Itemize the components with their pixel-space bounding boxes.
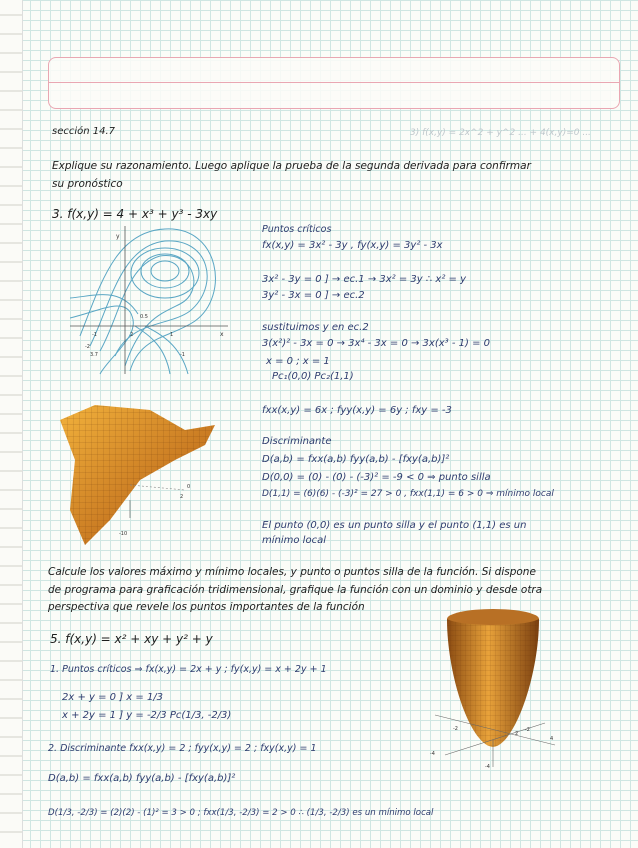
section-label: sección 14.7 bbox=[52, 126, 116, 137]
problem5-title: 5. f(x,y) = x² + xy + y² + y bbox=[50, 632, 213, 646]
p5-line: 2. Discriminante fxx(x,y) = 2 ; fyy(x,y) = 2 ; fxy(x,y) = 1 bbox=[48, 743, 317, 754]
tick-label: -2 bbox=[453, 726, 458, 732]
p3-line: 3y² - 3x = 0 ] → ec.2 bbox=[262, 290, 365, 301]
tick-label: -4 bbox=[485, 764, 490, 770]
spiral-binding bbox=[0, 0, 23, 848]
p3-line: 3x² - 3y = 0 ] → ec.1 → 3x² = 3y ∴ x² = y bbox=[262, 274, 466, 285]
paraboloid-plot bbox=[425, 605, 575, 770]
tick-label: 2 bbox=[180, 494, 184, 500]
axis bbox=[130, 485, 185, 490]
tick-label: 0 bbox=[187, 484, 191, 490]
tick-label: -1 bbox=[180, 352, 185, 358]
saddle-mesh bbox=[60, 405, 215, 545]
p3-line: D(a,b) = fxx(a,b) fyy(a,b) - [fxy(a,b)]² bbox=[262, 454, 450, 465]
p3-line: fxx(x,y) = 6x ; fyy(x,y) = 6y ; fxy = -3 bbox=[262, 405, 452, 416]
contour-plot bbox=[70, 226, 230, 376]
saddle-surface-plot bbox=[55, 400, 225, 550]
instruction-line-1: Explique su razonamiento. Luego aplique la prueba de la segunda derivada para confirmar bbox=[52, 160, 531, 172]
instruction3-line: Calcule los valores máximo y mínimo locales, y punto o puntos silla de la función. Si dispone bbox=[48, 566, 536, 578]
instruction-line-2: su pronóstico bbox=[52, 178, 123, 190]
p3-line: mínimo local bbox=[262, 535, 326, 546]
p3-line: Puntos críticos bbox=[262, 224, 332, 235]
p3-line: 3(x²)² - 3x = 0 → 3x⁴ - 3x = 0 → 3x(x³ - 1) = 0 bbox=[262, 338, 490, 349]
tick-label: 3.7 bbox=[90, 352, 98, 358]
instruction3-line: perspectiva que revele los puntos importantes de la función bbox=[48, 601, 365, 613]
tick-label: -4 bbox=[430, 751, 435, 757]
contour-line bbox=[145, 326, 188, 374]
header-box bbox=[48, 57, 620, 109]
contour-line bbox=[70, 295, 138, 314]
x-axis-label: x bbox=[220, 331, 224, 338]
tick-label: 4 bbox=[550, 736, 554, 742]
contour-ring bbox=[151, 261, 179, 281]
p3-line: El punto (0,0) es un punto silla y el punto (1,1) es un bbox=[262, 520, 527, 531]
contour-line bbox=[70, 306, 133, 374]
p5-line: 1. Puntos críticos ⇒ fx(x,y) = 2x + y ; fy(x,y) = x + 2y + 1 bbox=[50, 664, 327, 675]
tick-label: -10 bbox=[119, 531, 128, 537]
p3-line: D(0,0) = (0) - (0) - (-3)² = -9 < 0 ⇒ punto silla bbox=[262, 472, 491, 483]
faint-bleed-text: 3) f(x,y) = 2x^2 + y^2 ... + 4(x,y)=0 ... bbox=[410, 128, 591, 138]
y-axis-label: y bbox=[116, 233, 120, 240]
p5-line: D(1/3, -2/3) = (2)(2) - (1)² = 3 > 0 ; fxx(1/3, -2/3) = 2 > 0 ∴ (1/3, -2/3) es un mínimo local bbox=[48, 808, 434, 818]
tick-label: 2 bbox=[515, 731, 519, 737]
p3-line: Discriminante bbox=[262, 436, 332, 447]
contour-line bbox=[100, 256, 194, 366]
tick-label: -2 bbox=[85, 344, 90, 350]
tick-label: 1 bbox=[170, 332, 174, 338]
tick-label: 2 bbox=[130, 332, 134, 338]
tick-label: -1 bbox=[92, 332, 97, 338]
tick-label: 0.5 bbox=[140, 314, 148, 320]
contour-ring bbox=[141, 254, 189, 288]
p5-line: D(a,b) = fxx(a,b) fyy(a,b) - [fxy(a,b)]² bbox=[48, 773, 236, 784]
p3-line: Pc₁(0,0) Pc₂(1,1) bbox=[272, 371, 354, 382]
p3-line: sustituimos y en ec.2 bbox=[262, 322, 369, 333]
p3-line: x = 0 ; x = 1 bbox=[266, 356, 330, 367]
p5-line: 2x + y = 0 ] x = 1/3 bbox=[62, 692, 164, 703]
p3-line: D(1,1) = (6)(6) - (-3)² = 27 > 0 , fxx(1,1) = 6 > 0 ⇒ mínimo local bbox=[262, 489, 554, 499]
p5-line: x + 2y = 1 ] y = -2/3 Pc(1/3, -2/3) bbox=[62, 710, 232, 721]
problem3-title: 3. f(x,y) = 4 + x³ + y³ - 3xy bbox=[52, 207, 218, 221]
p3-line: fx(x,y) = 3x² - 3y , fy(x,y) = 3y² - 3x bbox=[262, 240, 443, 251]
instruction3-line: de programa para graficación tridimensional, grafique la función con un dominio y desde otra bbox=[48, 584, 543, 596]
tick-label: -2 bbox=[525, 727, 530, 733]
